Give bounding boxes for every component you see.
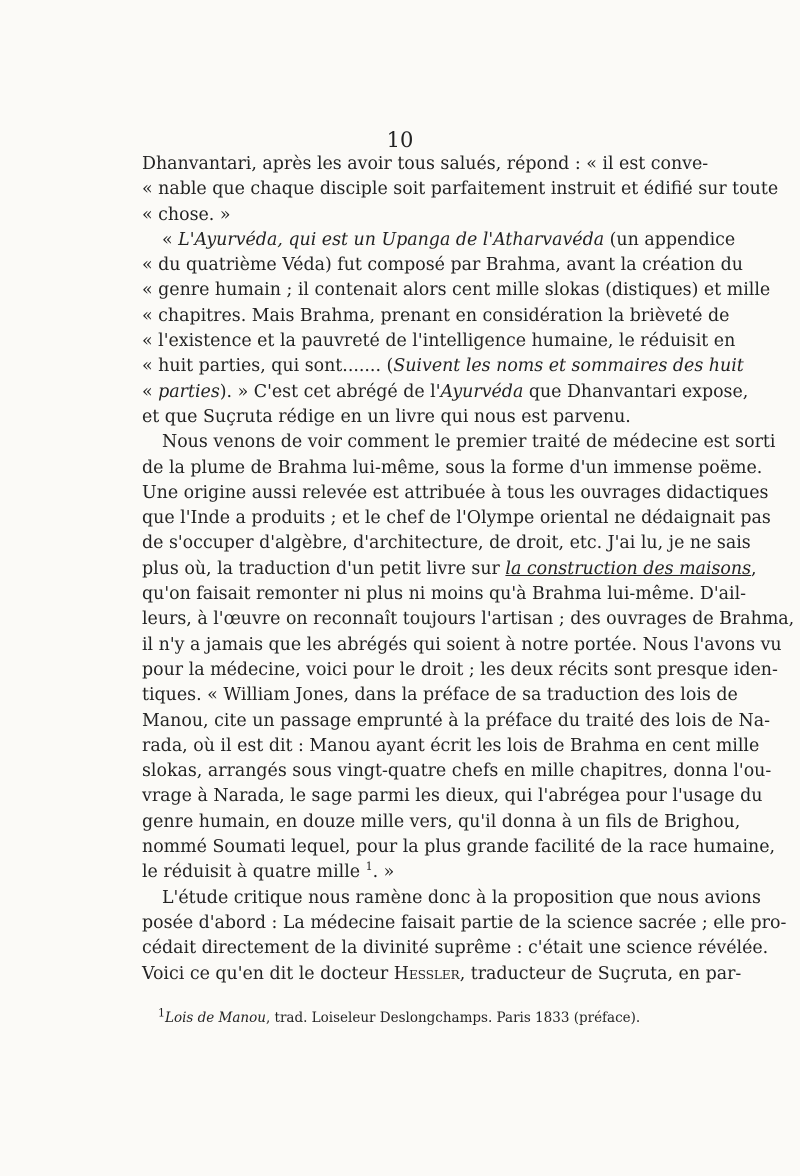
text-line: cédait directement de la divinité suprême : c'était une science révélée. (142, 938, 769, 959)
text-line: et que Suçruta rédige en un livre qui nous est parvenu. (142, 406, 631, 427)
footnote-title: Lois de Manou (165, 1010, 266, 1026)
text-line: Nous venons de voir comment le premier traité de médecine est sorti (162, 432, 776, 453)
text-line: « chapitres. Mais Brahma, prenant en considération la brièveté de (142, 305, 730, 326)
italic-text: Suivent les noms et sommaires des huit (393, 356, 744, 377)
italic-title: L'Ayurvéda, qui est un Upanga de l'Atharvavéda (178, 229, 605, 250)
text-line: slokas, arrangés sous vingt-quatre chefs en mille chapitres, donna l'ou- (142, 761, 772, 782)
text-line: de s'occuper d'algèbre, d'architecture, de droit, etc. J'ai lu, je ne sais (142, 533, 751, 554)
text-line: qu'on faisait remonter ni plus ni moins qu'à Brahma lui-même. D'ail- (142, 584, 747, 605)
text-line: rada, où il est dit : Manou ayant écrit les lois de Brahma en cent mille (142, 735, 760, 756)
italic-text: parties (158, 381, 220, 402)
text-line: il n'y a jamais que les abrégés qui soient à notre portée. Nous l'avons vu (142, 634, 782, 655)
text-line: « l'existence et la pauvreté de l'intelligence humaine, le réduisit en (142, 331, 736, 352)
text-line: « parties). » C'est cet abrégé de l'Ayurvéda que Dhanvantari expose, (142, 381, 749, 402)
text-line: que l'Inde a produits ; et le chef de l'Olympe oriental ne dédaignait pas (142, 508, 771, 529)
text-line: tiques. « William Jones, dans la préface de sa traduction des lois de (142, 685, 738, 706)
text-line: L'étude critique nous ramène donc à la proposition que nous avions (162, 887, 761, 908)
text-line: genre humain, en douze mille vers, qu'il donna à un fils de Brighou, (142, 811, 741, 832)
italic-text: Ayurvéda (440, 381, 524, 402)
footnote-reference[interactable]: 1 (365, 860, 373, 874)
footnote-text: , trad. Loiseleur Deslongchamps. Paris 1833 (préface). (265, 1010, 641, 1026)
text-line: nommé Soumati lequel, pour la plus grande facilité de la race humaine, (142, 837, 776, 858)
text-line: posée d'abord : La médecine faisait partie de la science sacrée ; elle pro- (142, 912, 787, 933)
text-line: « L'Ayurvéda, qui est un Upanga de l'Atharvavéda (un appendice (162, 229, 736, 250)
footnote (158, 1006, 718, 1026)
text-line: « genre humain ; il contenait alors cent mille slokas (distiques) et mille (142, 280, 771, 301)
text-line: le réduisit à quatre mille $^1$. » (142, 860, 395, 883)
text-line: « du quatrième Véda) fut composé par Brahma, avant la création du (142, 255, 743, 276)
author-name: Hessler (393, 963, 460, 984)
text-line: de la plume de Brahma lui-même, sous la forme d'un immense poëme. (142, 457, 763, 478)
text-line: Une origine aussi relevée est attribuée à tous les ouvrages didactiques (142, 482, 769, 503)
text-line: vrage à Narada, le sage parmi les dieux, qui l'abrégea pour l'usage du (142, 786, 763, 807)
footnote-marker: 1 (158, 1006, 165, 1020)
text-line: « chose. » (142, 204, 231, 225)
text-line: pour la médecine, voici pour le droit ; les deux récits sont presque iden- (142, 659, 778, 680)
text-line: plus où, la traduction d'un petit livre sur la construction des maisons, (142, 558, 757, 579)
text-line: « nable que chaque disciple soit parfaitement instruit et édifié sur toute (142, 179, 779, 200)
text-line: Voici ce qu'en dit le docteur Hessler, traducteur de Suçruta, en par- (142, 963, 742, 984)
text-line: « huit parties, qui sont....... (Suivent les noms et sommaires des huit (142, 356, 744, 377)
page-number: 10 (386, 128, 414, 152)
text-line: Manou, cite un passage emprunté à la préface du traité des lois de Na- (142, 710, 770, 731)
body-text (142, 152, 795, 987)
italic-text: la construction des maisons (505, 558, 752, 579)
text-line: Dhanvantari, après les avoir tous salués, répond : « il est conve- (142, 154, 709, 174)
text-line: leurs, à l'œuvre on reconnaît toujours l'artisan ; des ouvrages de Brahma, (142, 609, 795, 630)
